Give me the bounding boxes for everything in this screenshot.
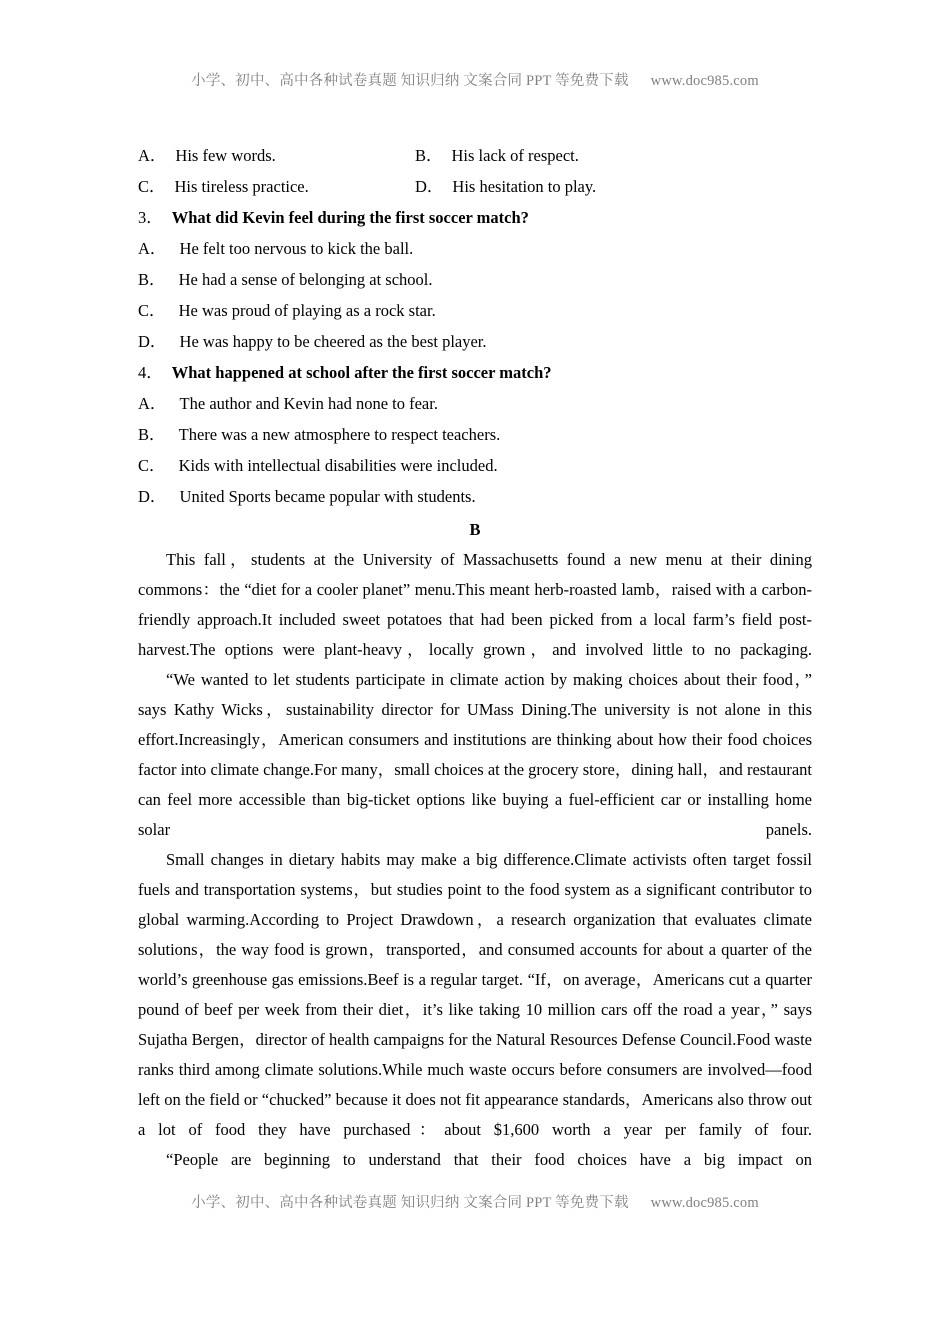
question-4-stem — [138, 357, 812, 388]
option-item-b[interactable] — [415, 140, 812, 171]
option-item-d[interactable] — [138, 326, 812, 357]
option-item-c[interactable] — [138, 295, 812, 326]
option-item-c[interactable] — [138, 171, 415, 202]
watermark-header — [0, 69, 950, 90]
question-text: What happened at school after the first soccer match? — [171, 363, 552, 382]
option-item-a[interactable] — [138, 233, 812, 264]
option-item-c[interactable] — [138, 450, 812, 481]
option-text: Kids with intellectual disabilities were included. — [178, 456, 498, 475]
watermark-header-url: www.doc985.com — [650, 73, 759, 89]
option-letter: C． — [138, 177, 166, 196]
option-item-a[interactable] — [138, 140, 415, 171]
option-letter: A． — [138, 239, 167, 258]
option-letter: A． — [138, 394, 167, 413]
question-text: What did Kevin feel during the first soccer match? — [171, 208, 529, 227]
question-2-options — [138, 140, 812, 202]
option-row — [138, 140, 812, 171]
option-text: He was proud of playing as a rock star. — [178, 301, 436, 320]
section-heading-b: B — [469, 520, 481, 539]
question-3 — [138, 202, 812, 357]
passage-paragraph-2: “We wanted to let students participate in climate action by making choices about their food，” says Kathy Wicks，sustainability director for UMass Dining.The university is not alone in this effort.Increasingly，American consumers and institutions are thinking about how their food choices factor into climate change.For many，small choices at the grocery store，dining hall，and restaurant can feel more accessible than big-ticket options like buying a fuel-efficient car or installing home solar panels. — [138, 670, 812, 839]
option-letter: A． — [138, 146, 167, 165]
question-number: 4． — [138, 363, 163, 382]
document-content — [138, 140, 812, 1175]
watermark-footer-url: www.doc985.com — [650, 1195, 759, 1211]
question-number: 3． — [138, 208, 163, 227]
option-letter: C． — [138, 456, 166, 475]
option-text: There was a new atmosphere to respect teachers. — [178, 425, 501, 444]
option-item-b[interactable] — [138, 264, 812, 295]
watermark-header-text: 小学、初中、高中各种试卷真题 知识归纳 文案合同 PPT 等免费下载 — [191, 73, 629, 89]
option-letter: B． — [138, 270, 166, 289]
option-item-a[interactable] — [138, 388, 812, 419]
option-text: His few words. — [175, 146, 276, 165]
option-letter: C． — [138, 301, 166, 320]
option-text: He was happy to be cheered as the best player. — [179, 332, 487, 351]
question-3-stem — [138, 202, 812, 233]
option-letter: D． — [415, 177, 444, 196]
option-letter: D． — [138, 332, 167, 351]
option-text: His tireless practice. — [174, 177, 309, 196]
option-item-d[interactable] — [138, 481, 812, 512]
option-letter: D． — [138, 487, 167, 506]
option-text: His hesitation to play. — [452, 177, 597, 196]
question-4 — [138, 357, 812, 512]
watermark-footer — [0, 1191, 950, 1212]
option-item-b[interactable] — [138, 419, 812, 450]
option-text: United Sports became popular with students. — [179, 487, 476, 506]
passage-paragraph-4: “People are beginning to understand that their food choices have a big impact on — [166, 1150, 812, 1169]
option-letter: B． — [415, 146, 443, 165]
option-item-d[interactable] — [415, 171, 812, 202]
option-row — [138, 171, 812, 202]
passage-paragraph-1: This fall，students at the University of Massachusetts found a new menu at their dining commons：the “diet for a cooler planet” menu.This meant herb-roasted lamb，raised with a carbon-friendly approach.It included sweet potatoes that had been picked from a local farm’s field post-harvest.The options were plant-heavy，locally grown，and involved little to no packaging. — [138, 550, 812, 659]
passage-paragraph-3: Small changes in dietary habits may make a big difference.Climate activists often target fossil fuels and transportation systems，but studies point to the food system as a significant contributor to global warming.According to Project Drawdown，a research organization that evaluates climate solutions，the way food is grown，transported，and consumed accounts for about a quarter of the world’s greenhouse gas emissions.Beef is a regular target. “If，on average，Americans cut a quarter pound of beef per week from their diet，it’s like taking 10 million cars off the road a year，” says Sujatha Bergen，director of health campaigns for the Natural Resources Defense Council.Food waste ranks third among climate solutions.While much waste occurs before consumers are involved—food left on the field or “chucked” because it does not fit appearance standards，Americans also throw out a lot of food they have purchased：about $1,600 worth a year per family of four. — [138, 850, 812, 1139]
watermark-footer-text: 小学、初中、高中各种试卷真题 知识归纳 文案合同 PPT 等免费下载 — [191, 1195, 629, 1211]
option-letter: B． — [138, 425, 166, 444]
option-text: The author and Kevin had none to fear. — [179, 394, 438, 413]
option-text: He had a sense of belonging at school. — [178, 270, 433, 289]
option-text: He felt too nervous to kick the ball. — [179, 239, 414, 258]
option-text: His lack of respect. — [451, 146, 579, 165]
